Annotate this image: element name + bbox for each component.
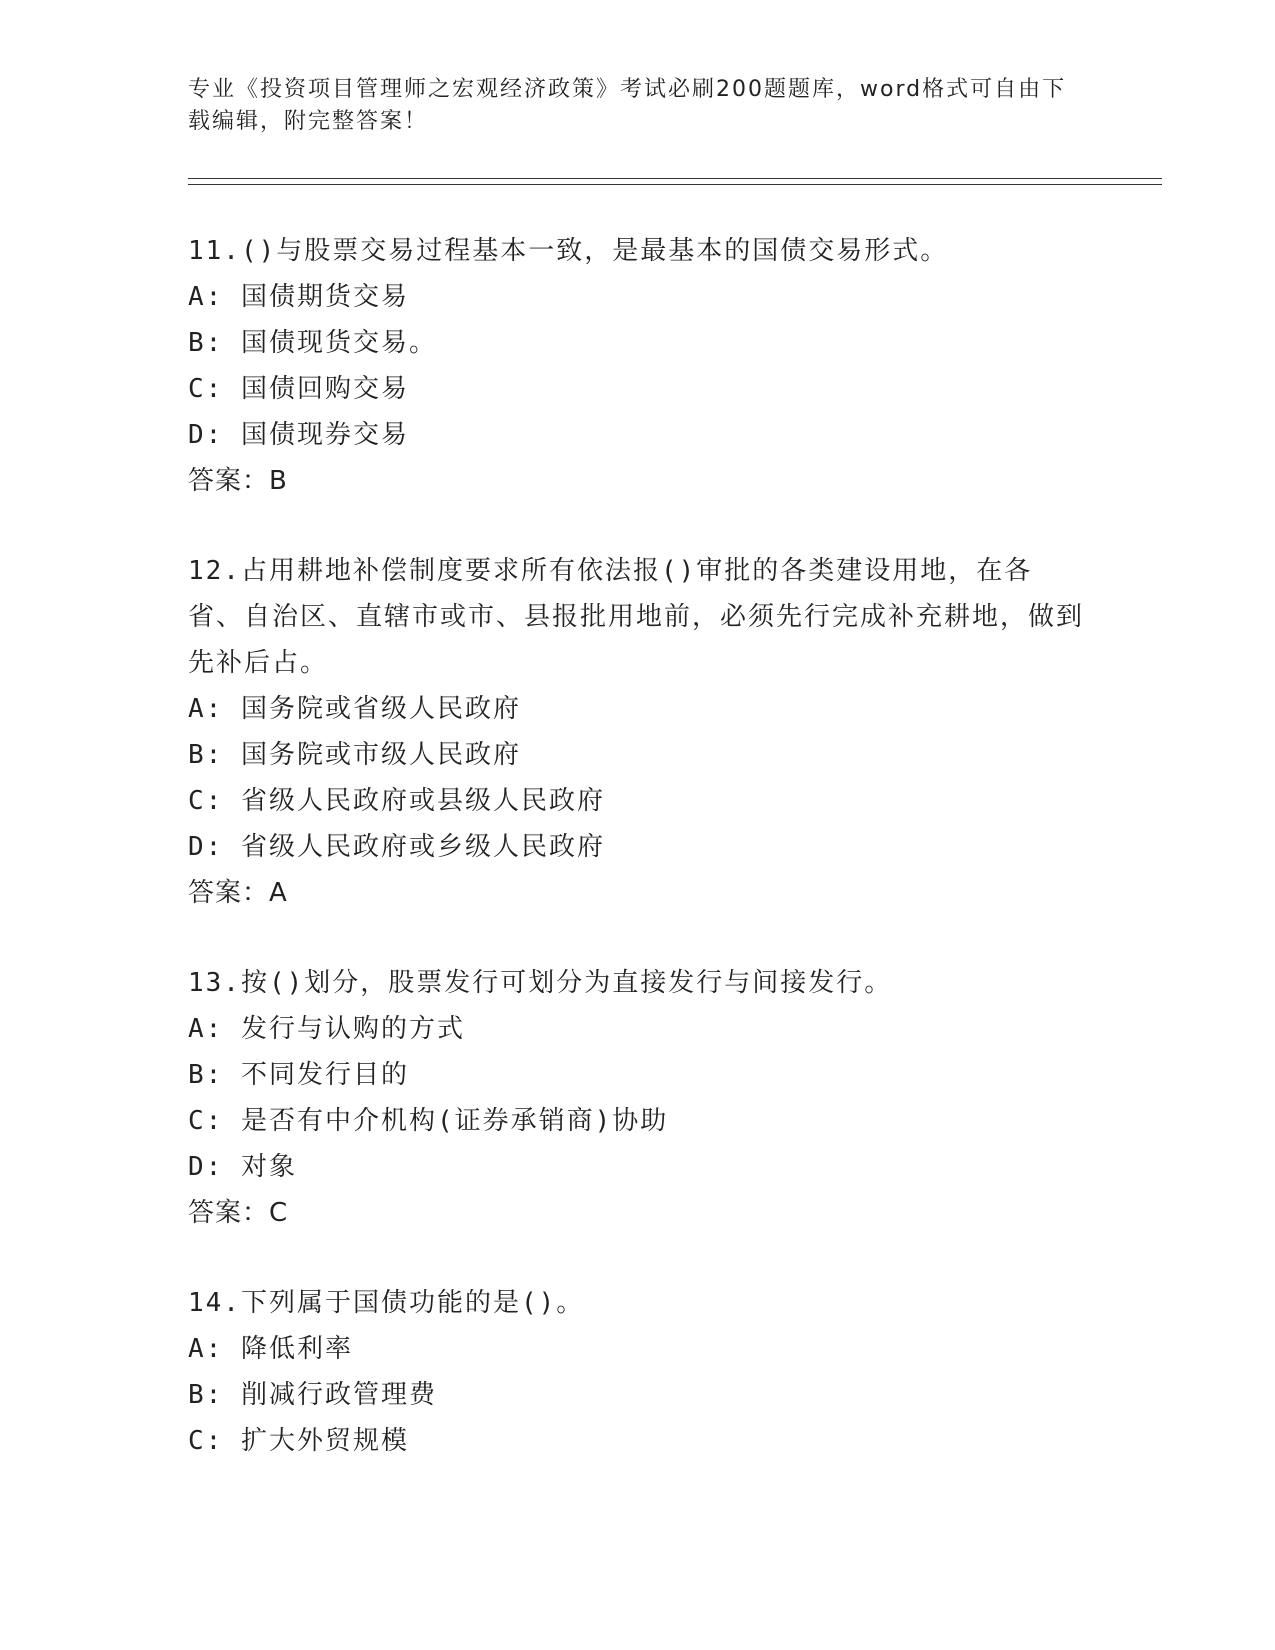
- option-a: A: 降低利率: [188, 1334, 353, 1364]
- option-c: C: 省级人民政府或县级人民政府: [188, 786, 605, 816]
- answer-line: 答案：B: [188, 466, 288, 496]
- question-text: 11.()与股票交易过程基本一致，是最基本的国债交易形式。: [188, 236, 949, 266]
- question-text: 12.占用耕地补偿制度要求所有依法报()审批的各类建设用地，在各省、自治区、直辖市或市、县报批用地前，必须先行完成补充耕地，做到先补后占。: [188, 556, 1085, 678]
- option-c: C: 扩大外贸规模: [188, 1426, 409, 1456]
- option-b: B: 削减行政管理费: [188, 1380, 437, 1410]
- answer-line: 答案：C: [188, 1198, 289, 1228]
- option-d: D: 对象: [188, 1152, 297, 1182]
- header-divider-top: [188, 178, 1162, 179]
- option-d: D: 国债现券交易: [188, 420, 409, 450]
- option-a: A: 国务院或省级人民政府: [188, 694, 521, 724]
- question-text: 13.按()划分，股票发行可划分为直接发行与间接发行。: [188, 968, 893, 998]
- option-c: C: 是否有中介机构(证券承销商)协助: [188, 1106, 669, 1136]
- option-b: B: 不同发行目的: [188, 1060, 409, 1090]
- option-a: A: 国债期货交易: [188, 282, 409, 312]
- question-13: [188, 960, 1088, 1236]
- document-intro: 专业《投资项目管理师之宏观经济政策》考试必刷200题题库，word格式可自由下载编辑，附完整答案！: [188, 77, 1067, 134]
- question-11: [188, 228, 1088, 504]
- question-text: 14.下列属于国债功能的是()。: [188, 1288, 585, 1318]
- question-list: [188, 228, 1088, 1508]
- question-12: [188, 548, 1088, 916]
- option-b: B: 国债现货交易。: [188, 328, 437, 358]
- option-c: C: 国债回购交易: [188, 374, 409, 404]
- question-14: [188, 1280, 1088, 1464]
- option-d: D: 省级人民政府或乡级人民政府: [188, 832, 605, 862]
- answer-line: 答案：A: [188, 878, 288, 908]
- option-b: B: 国务院或市级人民政府: [188, 740, 521, 770]
- option-a: A: 发行与认购的方式: [188, 1014, 465, 1044]
- header-divider-bottom: [188, 184, 1162, 185]
